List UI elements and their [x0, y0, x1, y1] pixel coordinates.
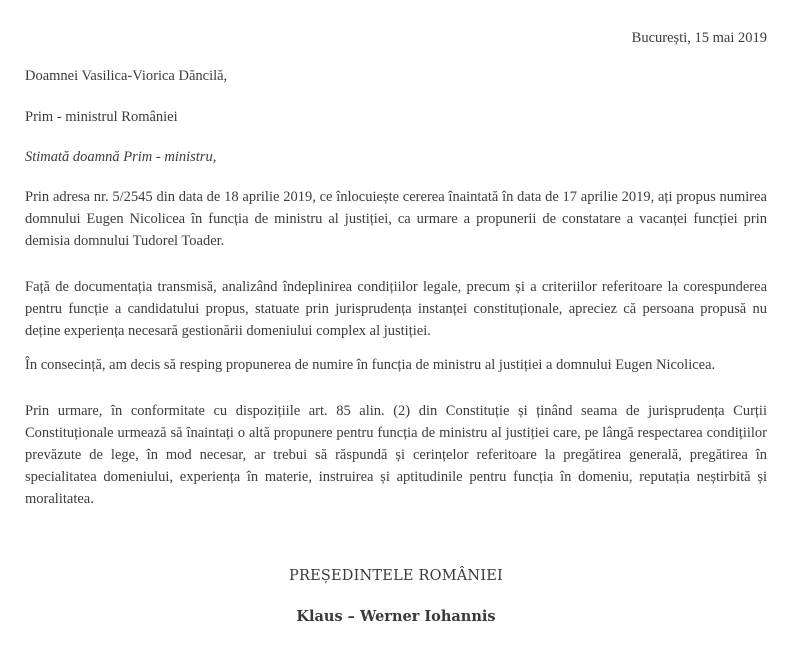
salutation: Stimată doamnă Prim - ministru,: [25, 149, 217, 165]
signature-name: Klaus – Werner Iohannis: [296, 608, 496, 625]
paragraph-request: Prin urmare, în conformitate cu dispozițiile art. 85 alin. (2) din Constituție și ținând seama de jurisprudența Curții Constituționale urmează să înaintați o altă propunere pentru funcția de ministru al justiției care, pe lângă respectarea condițiilor prevăzute de lege, în mod necesar, ar trebui să răspundă și cerințelor referitoare la pregătirea generală, pregătirea în specialitatea domeniului, experiența în materie, instruirea și aptitudinile pentru funcția în domeniu, reputația neștirbită și moralitatea.: [25, 403, 767, 507]
paragraph-assessment: Față de documentația transmisă, analizând îndeplinirea condițiilor legale, precum și a criteriilor referitoare la corespunderea pentru funcție a candidatului propus, statuate prin jurisprudența instanței constituționale, apreciez că persoana propusă nu deține experiența necesară gestionării domeniului complex al justiției.: [25, 279, 767, 339]
addressee-title: Prim - ministrul României: [25, 109, 178, 125]
addressee: Doamnei Vasilica-Viorica Dăncilă,: [25, 68, 228, 84]
paragraph-decision: În consecință, am decis să resping propunerea de numire în funcția de ministru al justiției a domnului Eugen Nicolicea.: [25, 357, 716, 373]
signature-title: PREȘEDINTELE ROMÂNIEI: [289, 568, 503, 584]
letter: [25, 0, 767, 658]
date-line: București, 15 mai 2019: [631, 30, 767, 46]
paragraph-proposal: Prin adresa nr. 5/2545 din data de 18 aprilie 2019, ce înlocuiește cererea înaintată în data de 17 aprilie 2019, ați propus numirea domnului Eugen Nicolicea în funcția de ministru al justiției, ca urmare a propunerii de constatare a vacanței funcției prin demisia domnului Tudorel Toader.: [25, 189, 767, 249]
